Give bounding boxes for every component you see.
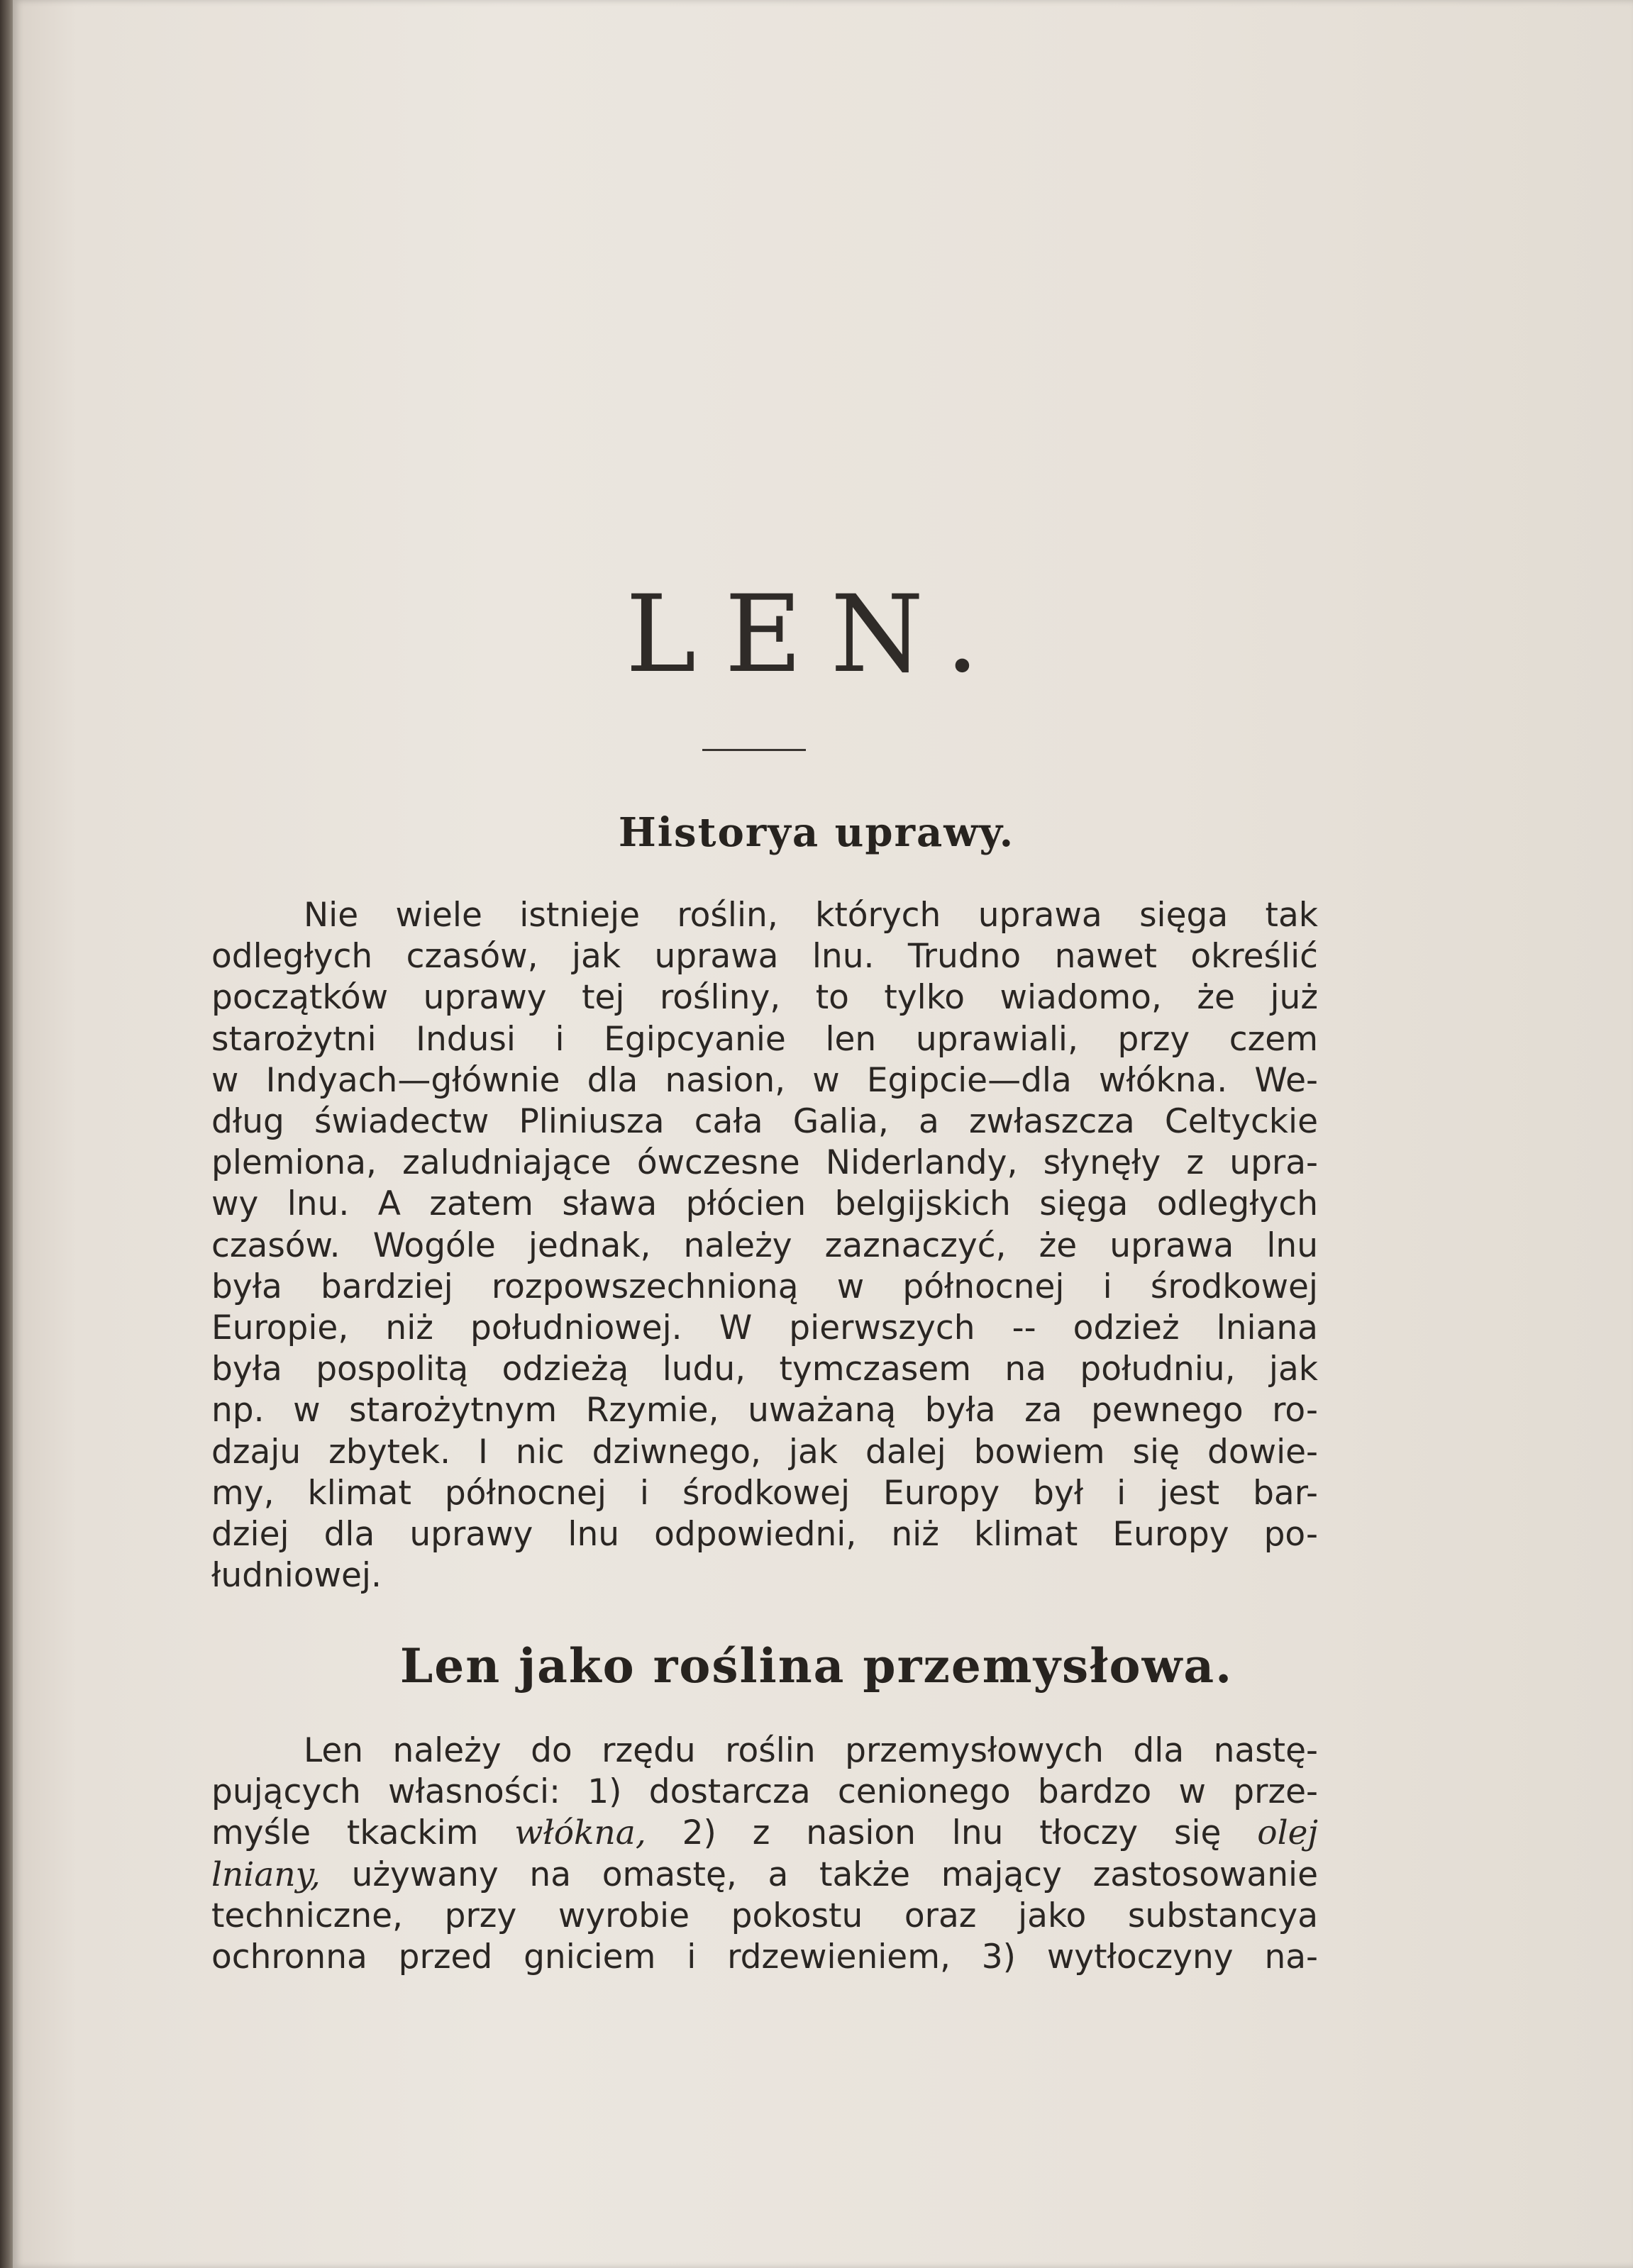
text-line: łudniowej. — [211, 1556, 382, 1596]
text-line: była bardziej rozpowszechnioną w północnej i środkowej — [211, 1267, 1318, 1306]
text-line: plemiona, zaludniające ówczesne Niderlandy, słynęły z upra- — [211, 1143, 1318, 1183]
text-segment: 2) z nasion lnu tłoczy się — [682, 1813, 1222, 1853]
title-divider — [702, 749, 806, 751]
text-line: my, klimat północnej i środkowej Europy był i jest bar- — [211, 1473, 1318, 1513]
text-line: pujących własności: 1) dostarcza cenionego bardzo w prze- — [211, 1772, 1318, 1812]
text-line: Nie wiele istnieje roślin, których uprawa sięga tak — [304, 896, 1318, 935]
chapter-title: LEN. — [625, 573, 1008, 696]
italic-term-oil: olej — [1257, 1813, 1318, 1853]
text-line: odległych czasów, jak uprawa lnu. Trudno nawet określić — [211, 937, 1318, 977]
text-line: techniczne, przy wyrobie pokostu oraz jako substancya — [211, 1896, 1318, 1935]
text-segment: myśle tkackim — [211, 1813, 479, 1853]
text-line: Len należy do rzędu roślin przemysłowych dla nastę- — [304, 1731, 1318, 1770]
section-heading-history: Historya uprawy. — [618, 809, 1015, 856]
section-heading-industrial: Len jako roślina przemysłowa. — [399, 1638, 1234, 1694]
text-line: początków uprawy tej rośliny, to tylko wiadomo, że już — [211, 978, 1318, 1018]
industrial-paragraph — [211, 1730, 1318, 1978]
text-line: dług świadectw Pliniusza cała Galia, a zwłaszcza Celtyckie — [211, 1102, 1318, 1142]
text-segment: używany na omastę, a także mający zastosowanie — [351, 1855, 1318, 1894]
text-line: dziej dla uprawy lnu odpowiedni, niż klimat Europy po- — [211, 1515, 1318, 1555]
text-line: wy lnu. A zatem sława płócien belgijskich sięga odległych — [211, 1184, 1318, 1224]
text-line: była pospolitą odzieżą ludu, tymczasem na południu, jak — [211, 1350, 1318, 1389]
text-line: w Indyach—głównie dla nasion, w Egipcie—dla włókna. We- — [211, 1060, 1318, 1100]
text-line-mixed — [211, 1855, 1318, 1896]
text-line-mixed — [211, 1813, 1318, 1854]
text-line: ochronna przed gniciem i rdzewieniem, 3) wytłoczyny na- — [211, 1938, 1318, 1977]
italic-term-fibre: włókna, — [514, 1813, 646, 1853]
text-line: czasów. Wogóle jednak, należy zaznaczyć, że uprawa lnu — [211, 1225, 1318, 1265]
text-line: starożytni Indusi i Egipcyanie len uprawiali, przy czem — [211, 1019, 1318, 1059]
text-line: np. w starożytnym Rzymie, uważaną była za pewnego ro- — [211, 1391, 1318, 1430]
history-paragraph — [211, 895, 1318, 1596]
italic-term-linseed: lniany, — [211, 1855, 321, 1894]
text-line: dzaju zbytek. I nic dziwnego, jak dalej bowiem się dowie- — [211, 1432, 1318, 1472]
text-line: Europie, niż południowej. W pierwszych -- odzież lniana — [211, 1308, 1318, 1348]
